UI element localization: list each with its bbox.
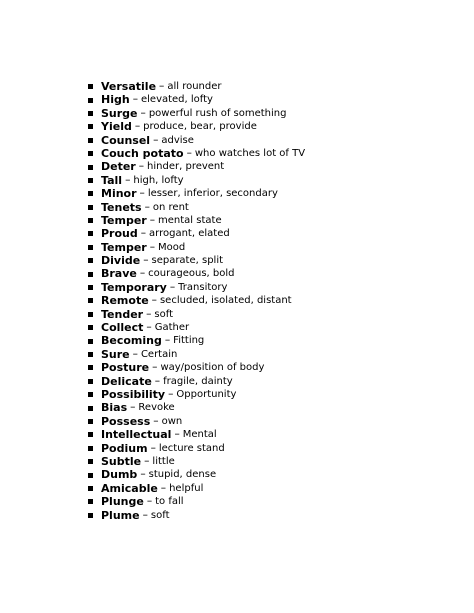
square-bullet-icon (88, 486, 93, 491)
term-definition: separate, split (151, 255, 224, 267)
vocabulary-term: Subtle (101, 454, 142, 468)
square-bullet-icon (88, 218, 93, 223)
square-bullet-icon (88, 151, 93, 156)
vocabulary-term: Yield (101, 120, 132, 134)
square-bullet-icon (88, 111, 93, 116)
term-definition: Revoke (138, 402, 175, 414)
term-definition: who watches lot of TV (194, 147, 306, 159)
vocabulary-term: Podium (101, 441, 148, 455)
term-separator: – (153, 414, 159, 427)
term-separator: – (140, 468, 146, 481)
term-separator: – (146, 307, 152, 320)
square-bullet-icon (88, 245, 93, 250)
square-bullet-icon (88, 499, 93, 504)
vocabulary-term: Brave (101, 267, 137, 281)
square-bullet-icon (88, 285, 93, 290)
term-definition: Fitting (173, 335, 205, 347)
term-separator: – (144, 454, 150, 467)
term-definition: Gather (154, 322, 190, 334)
term-definition: powerful rush of something (148, 107, 287, 119)
vocabulary-term: Temporary (101, 280, 167, 294)
term-separator: – (132, 347, 138, 360)
term-separator: – (139, 267, 146, 280)
term-definition: stupid, dense (148, 469, 217, 481)
list-item (88, 455, 305, 468)
term-definition: hinder, prevent (147, 161, 225, 173)
term-separator: – (144, 200, 150, 213)
term-definition: fragile, dainty (163, 375, 233, 387)
list-item (88, 321, 305, 334)
list-item (88, 241, 305, 254)
term-definition: Certain (140, 348, 178, 360)
term-separator: – (149, 213, 156, 226)
list-item (88, 174, 305, 187)
vocabulary-term: Possibility (101, 387, 166, 401)
vocabulary-term: Plume (101, 508, 140, 522)
vocabulary-term: Counsel (101, 133, 151, 147)
term-separator: – (151, 294, 157, 307)
vocabulary-term: Tall (101, 173, 123, 187)
term-separator: – (125, 173, 131, 186)
term-separator: – (174, 428, 180, 441)
vocabulary-term: Proud (101, 227, 138, 241)
term-separator: – (152, 361, 158, 374)
square-bullet-icon (88, 298, 93, 303)
square-bullet-icon (88, 272, 93, 277)
term-definition: soft (150, 509, 170, 521)
vocabulary-term: Dumb (101, 468, 138, 482)
term-definition: own (161, 415, 183, 427)
term-separator: – (140, 106, 146, 119)
list-item (88, 468, 305, 481)
term-separator: – (186, 146, 192, 159)
vocabulary-term: Tenets (101, 200, 142, 214)
vocabulary-term: Intellectual (101, 428, 172, 442)
square-bullet-icon (88, 231, 93, 236)
list-item (88, 160, 305, 173)
list-item (88, 442, 305, 455)
list-item (88, 147, 305, 160)
square-bullet-icon (88, 258, 93, 263)
term-definition: way/position of body (160, 362, 265, 374)
list-item (88, 361, 305, 374)
list-item (88, 281, 305, 294)
term-definition: soft (154, 308, 173, 320)
term-separator: – (146, 321, 152, 334)
vocabulary-term: Delicate (101, 374, 152, 388)
square-bullet-icon (88, 352, 93, 357)
list-item (88, 134, 305, 147)
term-definition: Mood (158, 241, 186, 253)
list-item (88, 227, 305, 240)
list-item (88, 120, 305, 133)
term-separator: – (160, 481, 167, 494)
vocabulary-term: Sure (101, 347, 130, 361)
term-separator: – (134, 120, 141, 133)
term-separator: – (142, 508, 148, 521)
list-item (88, 388, 305, 401)
square-bullet-icon (88, 365, 93, 370)
term-separator: – (159, 80, 165, 92)
vocabulary-term: High (101, 93, 130, 107)
list-item (88, 214, 305, 227)
vocabulary-term: Divide (101, 254, 141, 268)
square-bullet-icon (88, 165, 93, 170)
vocabulary-term: Plunge (101, 495, 144, 509)
square-bullet-icon (88, 432, 93, 437)
vocabulary-term: Tender (101, 307, 144, 321)
term-separator: – (169, 280, 176, 293)
term-definition: elevated, lofty (140, 94, 213, 106)
square-bullet-icon (88, 513, 93, 518)
list-item (88, 401, 305, 414)
list-item (88, 80, 305, 93)
square-bullet-icon (88, 84, 93, 89)
list-item (88, 93, 305, 106)
term-separator: – (146, 495, 153, 508)
term-definition: helpful (169, 482, 204, 494)
list-item (88, 267, 305, 280)
list-item (88, 254, 305, 267)
list-item (88, 509, 305, 522)
list-item (88, 415, 305, 428)
list-item (88, 495, 305, 508)
vocabulary-term: Posture (101, 361, 150, 375)
term-definition: mental state (158, 214, 222, 226)
term-separator: – (138, 160, 145, 173)
term-separator: – (130, 401, 136, 414)
square-bullet-icon (88, 419, 93, 424)
square-bullet-icon (88, 178, 93, 183)
list-item (88, 334, 305, 347)
term-definition: little (152, 455, 175, 467)
term-separator: – (150, 441, 156, 454)
vocabulary-term: Becoming (101, 334, 162, 348)
square-bullet-icon (88, 392, 93, 397)
term-definition: high, lofty (133, 174, 184, 186)
term-definition: Transitory (178, 281, 228, 293)
term-definition: produce, bear, provide (143, 121, 257, 133)
square-bullet-icon (88, 473, 93, 478)
list-item (88, 107, 305, 120)
list-item (88, 201, 305, 214)
square-bullet-icon (88, 379, 93, 384)
term-definition: on rent (152, 201, 189, 213)
square-bullet-icon (88, 406, 93, 411)
square-bullet-icon (88, 191, 93, 196)
term-definition: arrogant, elated (149, 228, 230, 240)
vocabulary-term: Surge (101, 106, 138, 120)
vocabulary-term: Remote (101, 294, 149, 308)
vocabulary-term: Collect (101, 321, 144, 335)
term-separator: – (140, 227, 147, 240)
term-separator: – (139, 187, 145, 200)
term-separator: – (168, 387, 174, 400)
term-definition: courageous, bold (148, 268, 235, 280)
term-definition: lesser, inferior, secondary (147, 188, 278, 200)
vocabulary-list (88, 80, 305, 522)
term-definition: lecture stand (158, 442, 225, 454)
square-bullet-icon (88, 312, 93, 317)
square-bullet-icon (88, 138, 93, 143)
list-item (88, 187, 305, 200)
square-bullet-icon (88, 459, 93, 464)
vocabulary-term: Versatile (101, 80, 157, 93)
square-bullet-icon (88, 446, 93, 451)
term-separator: – (143, 254, 149, 267)
term-separator: – (154, 374, 161, 387)
list-item (88, 348, 305, 361)
vocabulary-term: Temper (101, 240, 147, 254)
list-item (88, 375, 305, 388)
vocabulary-term: Possess (101, 414, 151, 428)
term-definition: advise (161, 134, 194, 146)
term-definition: to fall (155, 496, 184, 508)
list-item (88, 308, 305, 321)
vocabulary-term: Temper (101, 213, 147, 227)
term-definition: Mental (182, 429, 217, 441)
term-definition: secluded, isolated, distant (159, 295, 292, 307)
term-separator: – (164, 334, 171, 347)
term-definition: Opportunity (176, 388, 237, 400)
square-bullet-icon (88, 124, 93, 129)
vocabulary-term: Minor (101, 187, 137, 201)
list-item (88, 428, 305, 441)
square-bullet-icon (88, 205, 93, 210)
vocabulary-term: Bias (101, 401, 128, 415)
vocabulary-term: Deter (101, 160, 136, 174)
term-separator: – (149, 240, 156, 253)
square-bullet-icon (88, 325, 93, 330)
list-item (88, 294, 305, 307)
vocabulary-term: Amicable (101, 481, 158, 495)
term-separator: – (132, 93, 138, 106)
vocabulary-term: Couch potato (101, 146, 184, 160)
square-bullet-icon (88, 339, 93, 344)
square-bullet-icon (88, 98, 93, 103)
term-definition: all rounder (167, 81, 222, 92)
list-item (88, 482, 305, 495)
term-separator: – (153, 133, 159, 146)
